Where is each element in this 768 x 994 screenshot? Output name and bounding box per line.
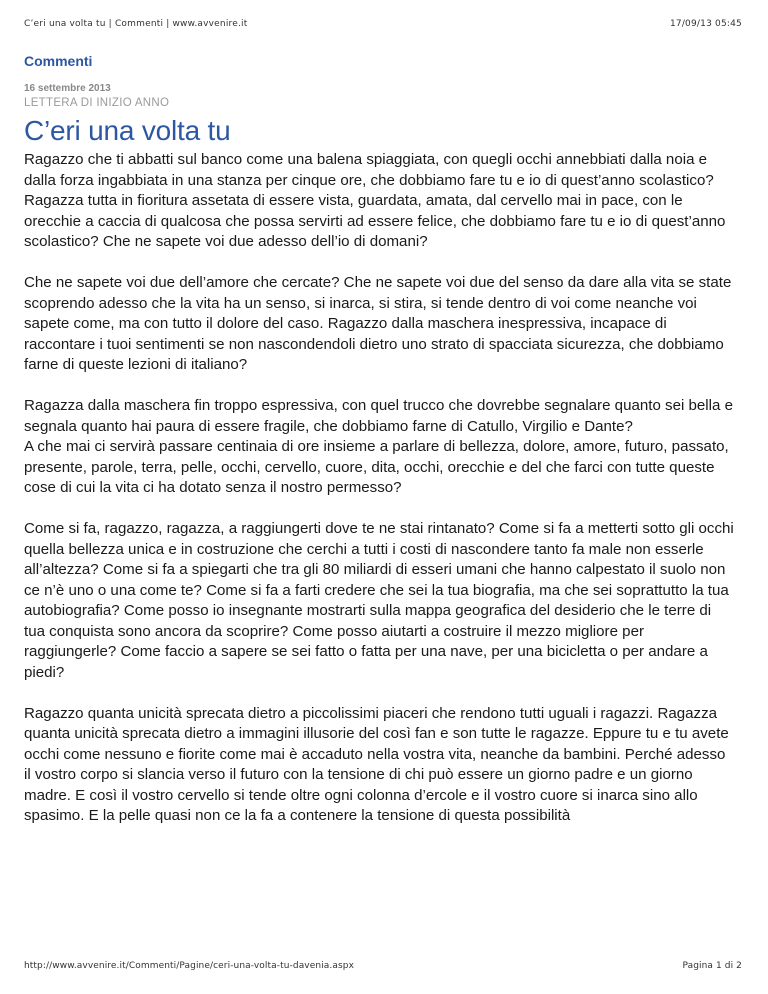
section-title[interactable]: Commenti	[24, 53, 93, 69]
article-kicker: LETTERA DI INIZIO ANNO	[24, 97, 170, 109]
print-page-title: C’eri una volta tu | Commenti | www.avvenire.it	[24, 19, 248, 29]
article-title: C’eri una volta tu	[24, 115, 231, 146]
article-paragraph-5: Ragazzo quanta unicità sprecata dietro a piccolissimi piaceri che rendono tutti uguali i ragazzi. Ragazza quanta unicità sprecata dietro a immagini illusorie del così fan e son tutte le ragazze. Eppure tu e tu avete occhi come nessuno e fiorite come mai è accaduto nella vostra vita, neanche da bambini. Perché adesso il vostro corpo si slancia verso il futuro con la tensione di chi può essere un giorno padre e un giorno madre. E così il vostro cervello si tende oltre ogni colonna d’ercole e il vostro cuore si inarca sino allo spasimo. E la pelle quasi non ce la fa a contenere la tensione di questa possibilità	[24, 704, 729, 824]
print-url: http://www.avvenire.it/Commenti/Pagine/ceri-una-volta-tu-davenia.aspx	[24, 961, 354, 971]
article-content	[24, 52, 734, 847]
article-paragraph-4: Come si fa, ragazzo, ragazza, a raggiungerti dove te ne stai rintanato? Come si fa a metterti sotto gli occhi quella bellezza unica e in costruzione che cerchi a tutti i costi di nascondere tanto fa male non esserle all’altezza? Come si fa a spiegarti che tra gli 80 miliardi di esseri umani che hanno calpestato il suolo non ce n’è uno o una come te? Come si fa a farti credere che sei la tua biografia, ma che sei soprattutto la tua autobiografia? Come posso io insegnante mostrarti sulla mappa geografica del desiderio che le terre di tua conquista sono ancora da scoprire? Come posso aiutarti a costruire il mezzo migliore per raggiungerle? Come faccio a sapere se sei fatto o fatta per una nave, per una bicicletta o per andare a piedi?	[24, 520, 734, 681]
article-paragraph-2: Che ne sapete voi due dell’amore che cercate? Che ne sapete voi due del senso da dare alla vita se state scoprendo adesso che la vita ha un senso, si inarca, si stira, si tende dentro di voi come neanche voi sapete come, ma con tutto il dolore del caso. Ragazzo dalla maschera inespressiva, incapace di raccontare i tuoi sentimenti se non nascondendoli dietro uno strato di spacciata sicurezza, che dobbiamo farne di queste lezioni di italiano?	[24, 274, 732, 373]
article-paragraph-1: Ragazzo che ti abbatti sul banco come una balena spiaggiata, con quegli occhi annebbiati dalla noia e dalla forza ingabbiata in una stanza per cinque ore, che dobbiamo fare tu e io di quest’anno scolastico? Ragazza tutta in fioritura assetata di essere vista, guardata, amata, dal cervello mai in pace, con le orecchie a caccia di qualcosa che possa servirti ad essere felice, che dobbiamo fare tu e io di quest’anno scolastico? Che ne sapete voi due adesso dell’io di domani?	[24, 151, 726, 250]
article-date: 16 settembre 2013	[24, 83, 111, 94]
print-page-number: Pagina 1 di 2	[682, 961, 742, 971]
article-body	[24, 150, 734, 827]
print-header	[24, 19, 742, 29]
print-footer	[24, 961, 742, 971]
article-paragraph-3: Ragazza dalla maschera fin troppo espressiva, con quel trucco che dovrebbe segnalare quanto sei bella e segnala quanto hai paura di essere fragile, che dobbiamo farne di Catullo, Virgilio e Dante? A che mai ci servirà passare centinaia di ore insieme a parlare di bellezza, dolore, amore, futuro, passato, presente, parole, terra, pelle, occhi, cervello, cuore, dita, occhi, orecchie e del che farci con tutte queste cose di cui la vita ci ha dotato senza il nostro permesso?	[24, 397, 734, 496]
print-timestamp: 17/09/13 05:45	[669, 19, 742, 29]
